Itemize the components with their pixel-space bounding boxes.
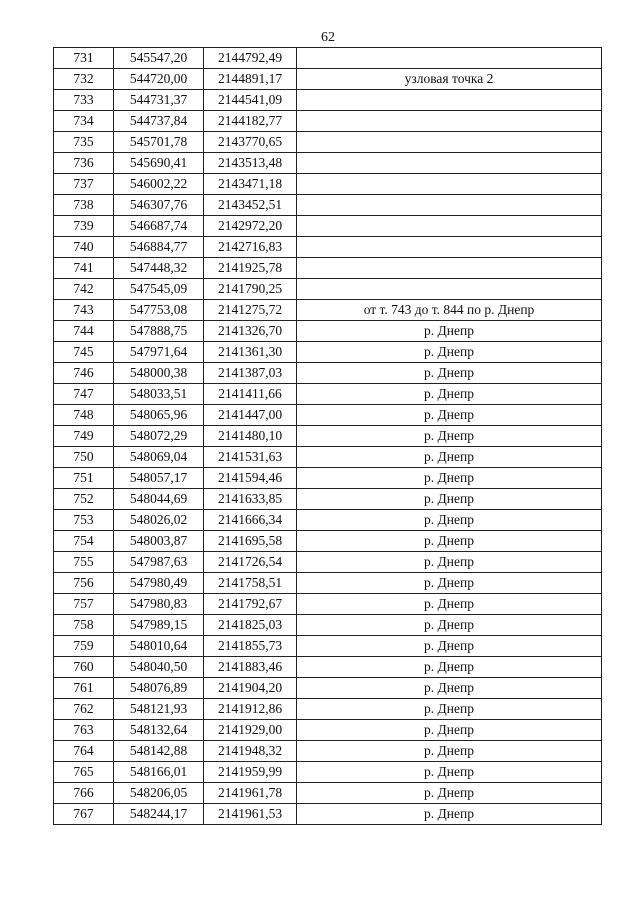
table-row [54, 405, 602, 426]
x-coordinate-cell: 548206,05 [114, 783, 204, 804]
x-coordinate-cell: 547987,63 [114, 552, 204, 573]
x-coordinate-cell: 548000,38 [114, 363, 204, 384]
x-coordinate-cell: 544720,00 [114, 69, 204, 90]
table-row [54, 384, 602, 405]
x-coordinate-cell: 547545,09 [114, 279, 204, 300]
point-number-cell: 755 [54, 552, 114, 573]
x-coordinate-cell: 545690,41 [114, 153, 204, 174]
note-cell: р. Днепр [297, 426, 602, 447]
x-coordinate-cell: 548142,88 [114, 741, 204, 762]
y-coordinate-cell: 2141275,72 [204, 300, 297, 321]
table-row [54, 741, 602, 762]
table-row [54, 678, 602, 699]
point-number-cell: 761 [54, 678, 114, 699]
point-number-cell: 750 [54, 447, 114, 468]
point-number-cell: 765 [54, 762, 114, 783]
point-number-cell: 754 [54, 531, 114, 552]
table-row [54, 720, 602, 741]
note-cell: р. Днепр [297, 762, 602, 783]
x-coordinate-cell: 548076,89 [114, 678, 204, 699]
coordinates-table [53, 47, 602, 825]
note-cell: р. Днепр [297, 804, 602, 825]
y-coordinate-cell: 2141929,00 [204, 720, 297, 741]
table-row [54, 804, 602, 825]
point-number-cell: 767 [54, 804, 114, 825]
note-cell: р. Днепр [297, 468, 602, 489]
y-coordinate-cell: 2144891,17 [204, 69, 297, 90]
table-row [54, 48, 602, 69]
note-cell: р. Днепр [297, 720, 602, 741]
point-number-cell: 734 [54, 111, 114, 132]
y-coordinate-cell: 2141695,58 [204, 531, 297, 552]
point-number-cell: 758 [54, 615, 114, 636]
y-coordinate-cell: 2141361,30 [204, 342, 297, 363]
table-row [54, 552, 602, 573]
y-coordinate-cell: 2141790,25 [204, 279, 297, 300]
x-coordinate-cell: 545701,78 [114, 132, 204, 153]
y-coordinate-cell: 2141594,46 [204, 468, 297, 489]
table-row [54, 762, 602, 783]
note-cell [297, 279, 602, 300]
table-row [54, 489, 602, 510]
y-coordinate-cell: 2141666,34 [204, 510, 297, 531]
y-coordinate-cell: 2144541,09 [204, 90, 297, 111]
point-number-cell: 739 [54, 216, 114, 237]
note-cell: р. Днепр [297, 489, 602, 510]
note-cell [297, 174, 602, 195]
x-coordinate-cell: 546307,76 [114, 195, 204, 216]
point-number-cell: 762 [54, 699, 114, 720]
y-coordinate-cell: 2144792,49 [204, 48, 297, 69]
x-coordinate-cell: 548069,04 [114, 447, 204, 468]
table-row [54, 573, 602, 594]
table-row [54, 510, 602, 531]
note-cell [297, 111, 602, 132]
x-coordinate-cell: 547753,08 [114, 300, 204, 321]
y-coordinate-cell: 2141925,78 [204, 258, 297, 279]
table-row [54, 111, 602, 132]
y-coordinate-cell: 2144182,77 [204, 111, 297, 132]
point-number-cell: 733 [54, 90, 114, 111]
table-row [54, 783, 602, 804]
point-number-cell: 751 [54, 468, 114, 489]
table-row [54, 594, 602, 615]
point-number-cell: 738 [54, 195, 114, 216]
y-coordinate-cell: 2141480,10 [204, 426, 297, 447]
note-cell: р. Днепр [297, 447, 602, 468]
table-row [54, 468, 602, 489]
x-coordinate-cell: 548244,17 [114, 804, 204, 825]
point-number-cell: 748 [54, 405, 114, 426]
y-coordinate-cell: 2141959,99 [204, 762, 297, 783]
point-number-cell: 766 [54, 783, 114, 804]
point-number-cell: 745 [54, 342, 114, 363]
note-cell [297, 195, 602, 216]
coordinates-table-body [54, 48, 602, 825]
x-coordinate-cell: 546687,74 [114, 216, 204, 237]
note-cell [297, 90, 602, 111]
table-row [54, 426, 602, 447]
x-coordinate-cell: 548072,29 [114, 426, 204, 447]
x-coordinate-cell: 548057,17 [114, 468, 204, 489]
x-coordinate-cell: 545547,20 [114, 48, 204, 69]
point-number-cell: 757 [54, 594, 114, 615]
x-coordinate-cell: 547989,15 [114, 615, 204, 636]
x-coordinate-cell: 546002,22 [114, 174, 204, 195]
table-row [54, 615, 602, 636]
y-coordinate-cell: 2142972,20 [204, 216, 297, 237]
x-coordinate-cell: 544737,84 [114, 111, 204, 132]
note-cell [297, 48, 602, 69]
note-cell: р. Днепр [297, 363, 602, 384]
note-cell: р. Днепр [297, 615, 602, 636]
y-coordinate-cell: 2141726,54 [204, 552, 297, 573]
point-number-cell: 736 [54, 153, 114, 174]
y-coordinate-cell: 2141961,53 [204, 804, 297, 825]
x-coordinate-cell: 548003,87 [114, 531, 204, 552]
note-cell [297, 153, 602, 174]
y-coordinate-cell: 2141411,66 [204, 384, 297, 405]
x-coordinate-cell: 548010,64 [114, 636, 204, 657]
note-cell: р. Днепр [297, 552, 602, 573]
point-number-cell: 743 [54, 300, 114, 321]
x-coordinate-cell: 548040,50 [114, 657, 204, 678]
point-number-cell: 732 [54, 69, 114, 90]
point-number-cell: 764 [54, 741, 114, 762]
note-cell: р. Днепр [297, 699, 602, 720]
note-cell: р. Днепр [297, 783, 602, 804]
x-coordinate-cell: 548065,96 [114, 405, 204, 426]
y-coordinate-cell: 2141387,03 [204, 363, 297, 384]
y-coordinate-cell: 2141326,70 [204, 321, 297, 342]
y-coordinate-cell: 2141447,00 [204, 405, 297, 426]
y-coordinate-cell: 2141904,20 [204, 678, 297, 699]
point-number-cell: 749 [54, 426, 114, 447]
y-coordinate-cell: 2143770,65 [204, 132, 297, 153]
x-coordinate-cell: 548121,93 [114, 699, 204, 720]
y-coordinate-cell: 2141758,51 [204, 573, 297, 594]
note-cell: р. Днепр [297, 573, 602, 594]
table-row [54, 195, 602, 216]
note-cell: р. Днепр [297, 531, 602, 552]
y-coordinate-cell: 2143452,51 [204, 195, 297, 216]
note-cell: от т. 743 до т. 844 по р. Днепр [297, 300, 602, 321]
note-cell: р. Днепр [297, 384, 602, 405]
point-number-cell: 737 [54, 174, 114, 195]
table-row [54, 174, 602, 195]
y-coordinate-cell: 2143513,48 [204, 153, 297, 174]
point-number-cell: 741 [54, 258, 114, 279]
x-coordinate-cell: 548044,69 [114, 489, 204, 510]
x-coordinate-cell: 548033,51 [114, 384, 204, 405]
point-number-cell: 740 [54, 237, 114, 258]
table-row [54, 699, 602, 720]
table-row [54, 237, 602, 258]
note-cell: р. Днепр [297, 636, 602, 657]
x-coordinate-cell: 548166,01 [114, 762, 204, 783]
x-coordinate-cell: 547980,83 [114, 594, 204, 615]
table-row [54, 531, 602, 552]
x-coordinate-cell: 547448,32 [114, 258, 204, 279]
note-cell [297, 258, 602, 279]
x-coordinate-cell: 544731,37 [114, 90, 204, 111]
point-number-cell: 753 [54, 510, 114, 531]
table-row [54, 321, 602, 342]
note-cell [297, 216, 602, 237]
y-coordinate-cell: 2141792,67 [204, 594, 297, 615]
x-coordinate-cell: 548132,64 [114, 720, 204, 741]
y-coordinate-cell: 2141855,73 [204, 636, 297, 657]
y-coordinate-cell: 2141825,03 [204, 615, 297, 636]
table-row [54, 132, 602, 153]
point-number-cell: 744 [54, 321, 114, 342]
table-row [54, 279, 602, 300]
page-number: 62 [321, 30, 335, 45]
x-coordinate-cell: 547971,64 [114, 342, 204, 363]
table-row [54, 657, 602, 678]
point-number-cell: 742 [54, 279, 114, 300]
table-row [54, 447, 602, 468]
note-cell: узловая точка 2 [297, 69, 602, 90]
table-row [54, 342, 602, 363]
point-number-cell: 746 [54, 363, 114, 384]
x-coordinate-cell: 548026,02 [114, 510, 204, 531]
point-number-cell: 747 [54, 384, 114, 405]
table-row [54, 363, 602, 384]
table-row [54, 216, 602, 237]
note-cell: р. Днепр [297, 741, 602, 762]
point-number-cell: 731 [54, 48, 114, 69]
point-number-cell: 752 [54, 489, 114, 510]
y-coordinate-cell: 2141912,86 [204, 699, 297, 720]
table-row [54, 90, 602, 111]
y-coordinate-cell: 2141948,32 [204, 741, 297, 762]
note-cell [297, 132, 602, 153]
y-coordinate-cell: 2141531,63 [204, 447, 297, 468]
x-coordinate-cell: 546884,77 [114, 237, 204, 258]
y-coordinate-cell: 2142716,83 [204, 237, 297, 258]
x-coordinate-cell: 547888,75 [114, 321, 204, 342]
table-row [54, 153, 602, 174]
point-number-cell: 756 [54, 573, 114, 594]
table-row [54, 300, 602, 321]
point-number-cell: 763 [54, 720, 114, 741]
note-cell: р. Днепр [297, 405, 602, 426]
point-number-cell: 735 [54, 132, 114, 153]
y-coordinate-cell: 2141961,78 [204, 783, 297, 804]
x-coordinate-cell: 547980,49 [114, 573, 204, 594]
y-coordinate-cell: 2141633,85 [204, 489, 297, 510]
note-cell: р. Днепр [297, 321, 602, 342]
table-row [54, 258, 602, 279]
note-cell: р. Днепр [297, 510, 602, 531]
point-number-cell: 759 [54, 636, 114, 657]
note-cell [297, 237, 602, 258]
y-coordinate-cell: 2141883,46 [204, 657, 297, 678]
note-cell: р. Днепр [297, 342, 602, 363]
note-cell: р. Днепр [297, 678, 602, 699]
note-cell: р. Днепр [297, 657, 602, 678]
y-coordinate-cell: 2143471,18 [204, 174, 297, 195]
point-number-cell: 760 [54, 657, 114, 678]
table-row [54, 636, 602, 657]
note-cell: р. Днепр [297, 594, 602, 615]
table-row [54, 69, 602, 90]
